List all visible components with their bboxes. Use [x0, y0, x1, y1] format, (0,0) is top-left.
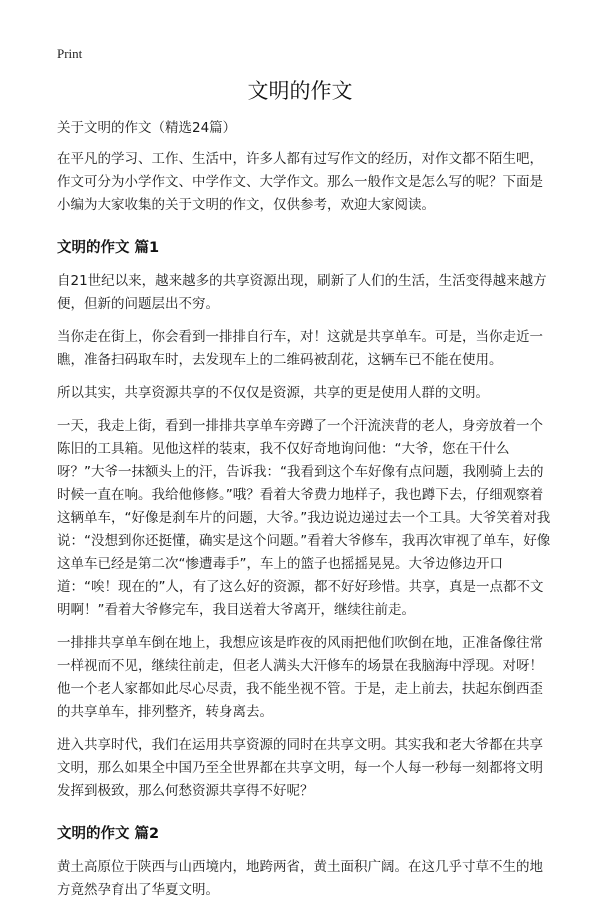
article-1-paragraph-3: 所以其实，共享资源共享的不仅仅是资源，共享的更是使用人群的文明。	[57, 385, 489, 401]
article-1-heading: 文明的作文 篇1	[57, 240, 160, 256]
article-1-paragraph-6: 进入共享时代，我们在运用共享资源的同时在共享文明。其实我和老大爷都在共享文明，那么如果全中国乃至全世界都在共享文明，每一个人每一秒每一刻都将文明发挥到极致，那么何愁资源共享得不好呢？	[57, 737, 543, 799]
article-1-paragraph-1: 自21世纪以来，越来越多的共享资源出现，刷新了人们的生活，生活变得越来越方便，但新的问题层出不穷。	[57, 273, 547, 312]
page-title: 文明的作文	[247, 79, 353, 103]
document-body	[57, 117, 554, 912]
article-1-paragraph-4: 一天，我走上街，看到一排排共享单车旁蹲了一个汗流浃背的老人，身旁放着一个陈旧的工具箱。见他这样的装束，我不仅好奇地询问他：“大爷，您在干什么呀？”大爷一抹额头上的汗，告诉我：“我看到这个车好像有点问题，我刚骑上去的时候一直在响。我给他修修。”哦？看着大爷费力地样子，我也蹲下去，仔细观察着这辆单车，“好像是刹车片的问题，大爷。”我边说边递过去一个工具。大爷笑着对我说：“没想到你还挺懂，确实是这个问题。”看着大爷修车，我再次审视了单车，好像这单车已经是第二次“惨遭毒手”，车上的篮子也摇摇晃晃。大爷边修边开口道：“唉！现在的”人，有了这么好的资源，都不好好珍惜。共享，真是一点都不文明啊！”看着大爷修完车，我目送着大爷离开，继续往前走。	[57, 418, 551, 618]
article-2-paragraph-1: 黄土高原位于陕西与山西境内，地跨两省，黄土面积广阔。在这几乎寸草不生的地方竟然孕育出了华夏文明。	[57, 859, 543, 898]
article-1-paragraph-5: 一排排共享单车倒在地上，我想应该是昨夜的风雨把他们吹倒在地，正准备像往常一样视而不见，继续往前走，但老人满头大汗修车的场景在我脑海中浮现。对呀！他一个老人家都如此尽心尽责，我不能坐视不管。于是，走上前去，扶起东倒西歪的共享单车，排列整齐，转身离去。	[57, 635, 543, 720]
print-label: Print	[57, 46, 83, 61]
article-1-paragraph-2: 当你走在街上，你会看到一排排自行车，对！这就是共享单车。可是，当你走近一瞧，准备扫码取车时，去发现车上的二维码被刮花，这辆车已不能在使用。	[57, 329, 543, 368]
intro-paragraph: 在平凡的学习、工作、生活中，许多人都有过写作文的经历，对作文都不陌生吧，作文可分为小学作文、中学作文、大学作文。那么一般作文是怎么写的呢？下面是小编为大家收集的关于文明的作文，仅供参考，欢迎大家阅读。	[57, 151, 543, 213]
article-2-heading: 文明的作文 篇2	[57, 826, 160, 842]
intro-subtitle: 关于文明的作文（精选24篇）	[57, 120, 237, 136]
